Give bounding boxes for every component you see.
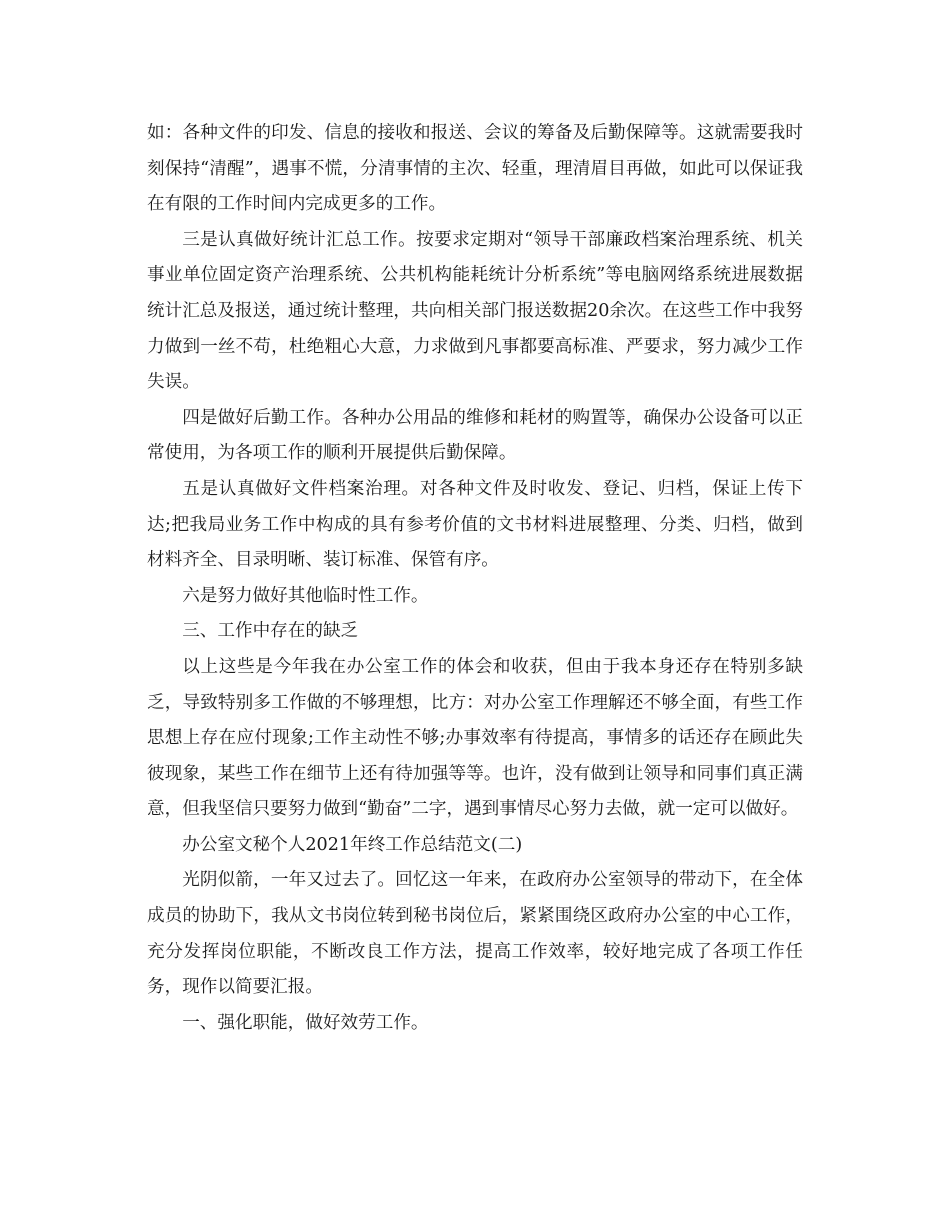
paragraph-introduction: 光阴似箭，一年又过去了。回忆这一年来，在政府办公室领导的带动下，在全体成员的协助下，我从文书岗位转到秘书岗位后，紧紧围绕区政府办公室的中心工作，充分发挥岗位职能，不断改良工作方法，提高工作效率，较好地完成了各项工作任务，现作以简要汇报。 [147, 870, 803, 998]
document-body [147, 116, 803, 1041]
paragraph-archive-management: 五是认真做好文件档案治理。对各种文件及时收发、登记、归档，保证上传下达;把我局业务工作中构成的具有参考价值的文书材料进展整理、分类、归档，做到材料齐全、目录明晰、装订标准、保管有序。 [147, 478, 803, 571]
paragraph-shortcomings: 以上这些是今年我在办公室工作的体会和收获，但由于我本身还存在特别多缺乏，导致特别多工作做的不够理想，比方：对办公室工作理解还不够全面，有些工作思想上存在应付现象;工作主动性不够;办事效率有待提高，事情多的话还存在顾此失彼现象，某些工作在细节上还有待加强等等。也许，没有做到让领导和同事们真正满意，但我坚信只要努力做到“勤奋”二字，遇到事情尽心努力去做，就一定可以做好。 [147, 656, 803, 820]
section-heading-service-work: 一、强化职能，做好效劳工作。 [182, 1012, 429, 1033]
paragraph-logistics-work: 四是做好后勤工作。各种办公用品的维修和耗材的购置等，确保办公设备可以正常使用，为各项工作的顺利开展提供后勤保障。 [147, 407, 803, 464]
paragraph-continued: 如：各种文件的印发、信息的接收和报送、会议的筹备及后勤保障等。这就需要我时刻保持“清醒”，遇事不慌，分清事情的主次、轻重，理清眉目再做，如此可以保证我在有限的工作时间内完成更多的工作。 [147, 123, 803, 215]
paragraph-temporary-work: 六是努力做好其他临时性工作。 [182, 585, 429, 606]
paragraph-statistics-work: 三是认真做好统计汇总工作。按要求定期对“领导干部廉政档案治理系统、机关事业单位固定资产治理系统、公共机构能耗统计分析系统”等电脑网络系统进展数据统计汇总及报送，通过统计整理，共向相关部门报送数据20余次。在这些工作中我努力做到一丝不苟，杜绝粗心大意，力求做到凡事都要高标准、严要求，努力减少工作失误。 [147, 229, 803, 393]
section-heading-shortcomings: 三、工作中存在的缺乏 [182, 621, 359, 642]
article-title-part-two: 办公室文秘个人2021年终工作总结范文(二) [182, 834, 523, 855]
